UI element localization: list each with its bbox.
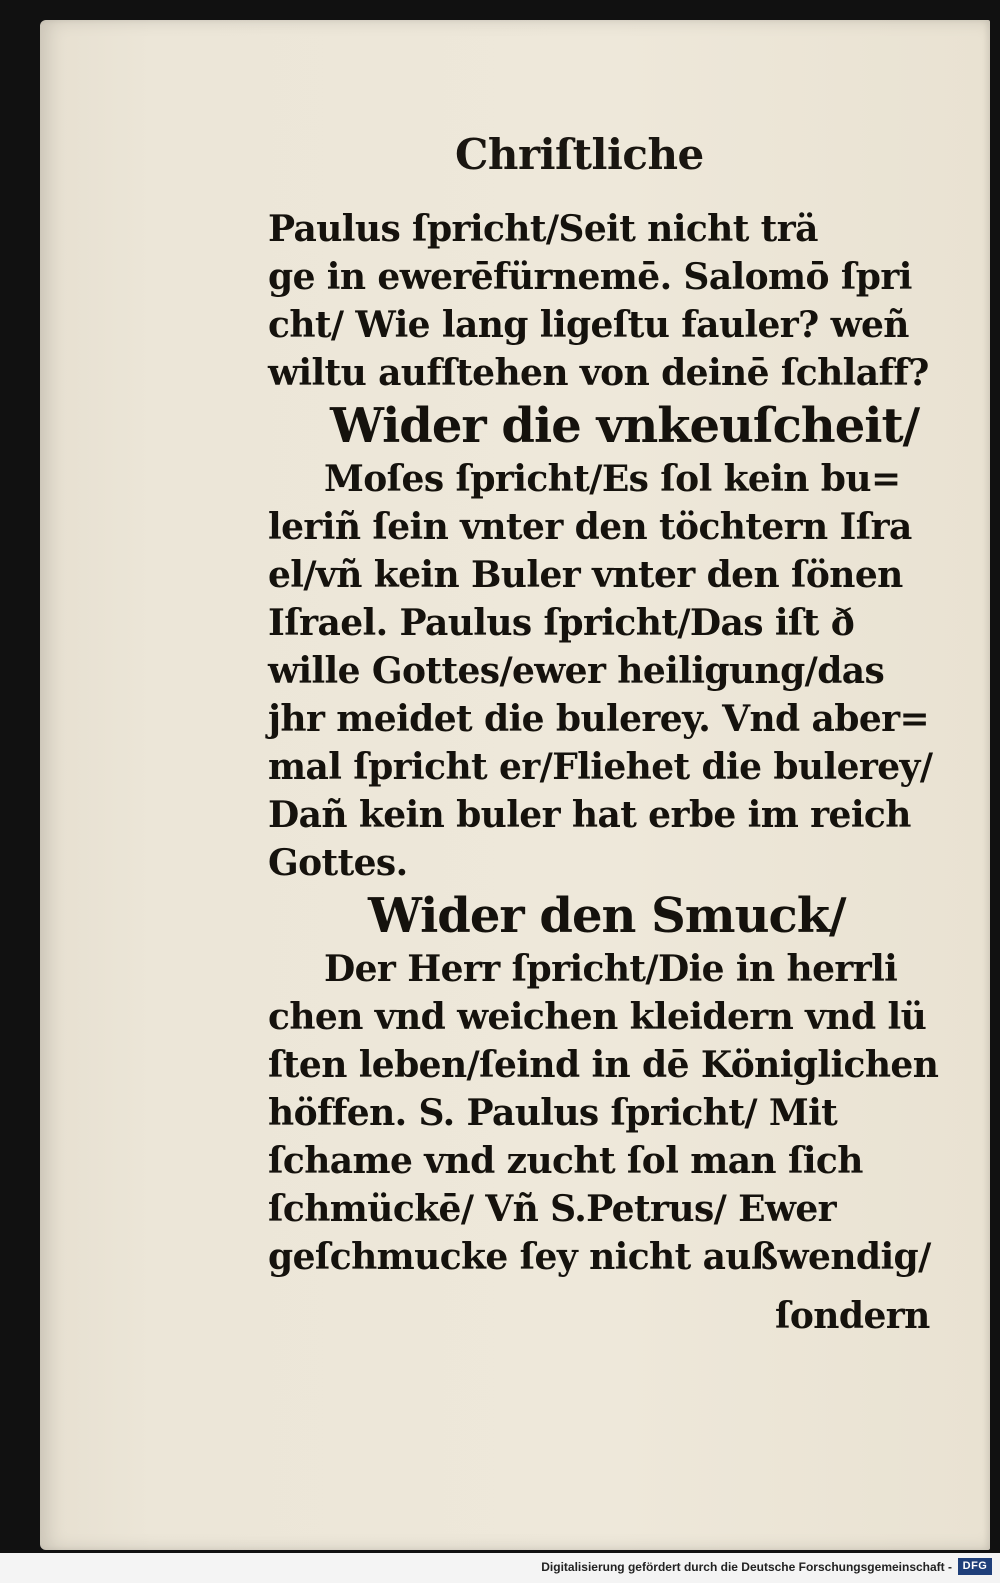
text-line: ſten leben/ſeind in dē Königlichen	[268, 1044, 939, 1086]
text-line: Dañ kein buler hat erbe im reich	[268, 794, 911, 836]
text-line: chen vnd weichen kleidern vnd lü	[268, 996, 927, 1038]
text-block	[268, 205, 939, 1281]
running-head: Chriſtliche	[455, 130, 704, 179]
text-line: ſchmückē/ Vñ S.Petrus/ Ewer	[268, 1188, 837, 1230]
text-line: cht/ Wie lang ligeſtu fauler? weñ	[268, 304, 909, 346]
section-heading: Wider den Smuck/	[368, 888, 846, 944]
text-line: mal ſpricht er/Fliehet die bulerey/	[268, 746, 933, 788]
catchword: ſondern	[775, 1295, 930, 1337]
text-line: Der Herr ſpricht/Die in herrli	[324, 948, 898, 990]
text-line: leriñ ſein vnter den töchtern Iſra	[268, 506, 912, 548]
text-line: höffen. S. Paulus ſpricht/ Mit	[268, 1092, 838, 1134]
text-line: Iſrael. Paulus ſpricht/Das iſt ð	[268, 602, 855, 644]
text-line: wiltu aufſtehen von deinē ſchlaff?	[268, 352, 929, 394]
dfg-logo-icon: DFG	[958, 1558, 992, 1575]
text-line: Paulus ſpricht/Seit nicht trä	[268, 208, 818, 250]
text-line: jhr meidet die bulerey. Vnd aber=	[268, 698, 930, 740]
text-line: wille Gottes/ewer heiligung/das	[268, 650, 885, 692]
text-line: Gottes.	[268, 842, 408, 884]
text-line: Moſes ſpricht/Es ſol kein bu=	[324, 458, 901, 500]
digitization-credit: Digitalisierung gefördert durch die Deutsche Forschungsgemeinschaft -	[541, 1560, 952, 1574]
text-line: el/vñ kein Buler vnter den ſönen	[268, 554, 903, 596]
text-line: geſchmucke ſey nicht außwendig/	[268, 1236, 931, 1278]
text-line: ge in ewerēfürnemē. Salomō ſpri	[268, 256, 912, 298]
section-heading: Wider die vnkeuſcheit/	[330, 398, 920, 454]
text-line: ſchame vnd zucht ſol man ſich	[268, 1140, 863, 1182]
